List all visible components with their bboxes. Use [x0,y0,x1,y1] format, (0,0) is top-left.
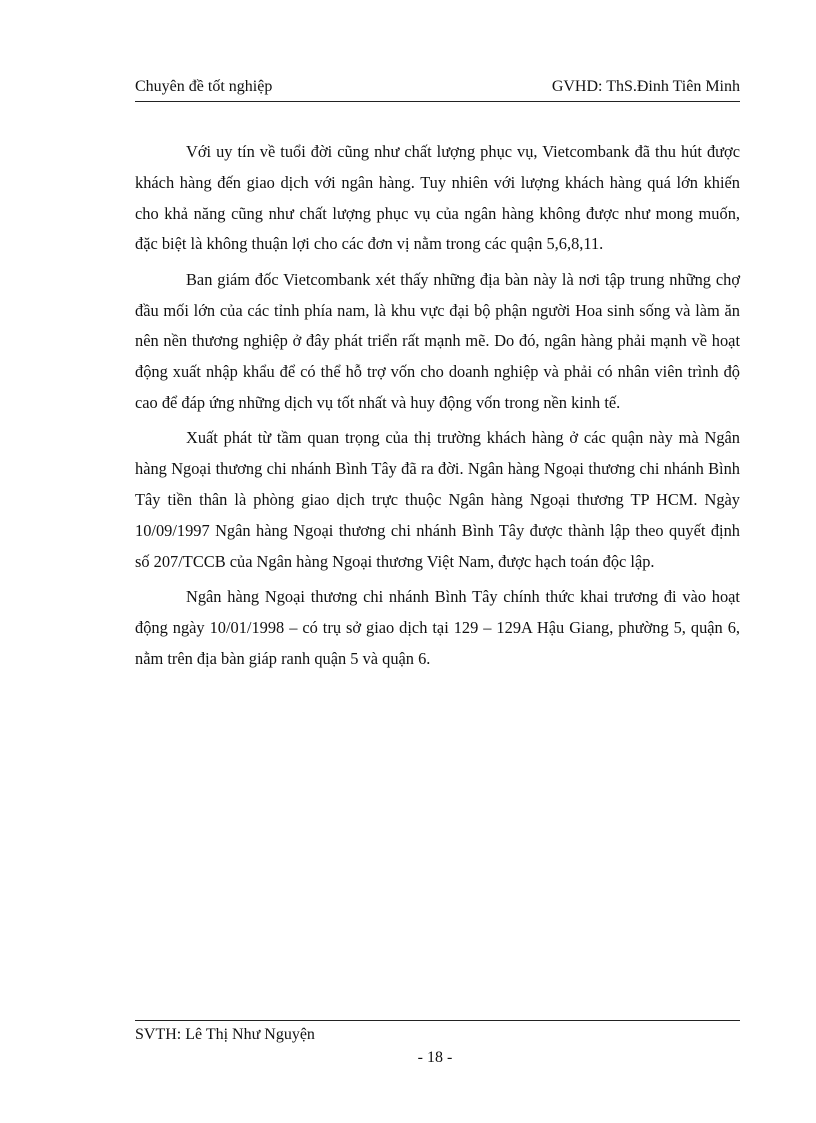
document-title: Chuyên đề tốt nghiệp [135,78,273,95]
page-header [135,76,740,98]
paragraph: Xuất phát từ tầm quan trọng của thị trường khách hàng ở các quận này mà Ngân hàng Ngoại thương chi nhánh Bình Tây đã ra đời. Ngân hàng Ngoại thương chi nhánh Bình Tây tiền thân là phòng giao dịch trực thuộc Ngân hàng Ngoại thương TP HCM. Ngày 10/09/1997 Ngân hàng Ngoại thương chi nhánh Bình Tây được thành lập theo quyết định số 207/TCCB của Ngân hàng Ngoại thương Việt Nam, được hạch toán độc lập. [135,428,740,571]
paragraph: Ngân hàng Ngoại thương chi nhánh Bình Tây chính thức khai trương đi vào hoạt động ngày 10/01/1998 – có trụ sở giao dịch tại 129 – 129A Hậu Giang, phường 5, quận 6, nằm trên địa bàn giáp ranh quận 5 và quận 6. [135,586,740,668]
page-number: - 18 - [417,1049,453,1066]
paragraph: Ban giám đốc Vietcombank xét thấy những địa bàn này là nơi tập trung những chợ đầu mối lớn của các tỉnh phía nam, là khu vực đại bộ phận người Hoa sinh sống và làm ăn nên nền thương nghiệp ở đây phát triển rất mạnh mẽ. Do đó, ngân hàng phải mạnh về hoạt động xuất nhập khẩu để có thể hỗ trợ vốn cho doanh nghiệp và phải có nhân viên trình độ cao để đáp ứng những dịch vụ tốt nhất và huy động vốn trong nền kinh tế. [135,269,740,412]
student-name: SVTH: Lê Thị Như Nguyện [135,1026,315,1043]
page-body [135,137,740,679]
footer-divider [135,1020,740,1021]
header-divider [135,101,740,102]
paragraph: Với uy tín về tuổi đời cũng như chất lượng phục vụ, Vietcombank đã thu hút được khách hàng đến giao dịch với ngân hàng. Tuy nhiên với lượng khách hàng quá lớn khiến cho khả năng cũng như chất lượng phục vụ của ngân hàng không được như mong muốn, đặc biệt là không thuận lợi cho các đơn vị nằm trong các quận 5,6,8,11. [135,142,740,254]
supervisor-name: GVHD: ThS.Đinh Tiên Minh [551,78,740,95]
